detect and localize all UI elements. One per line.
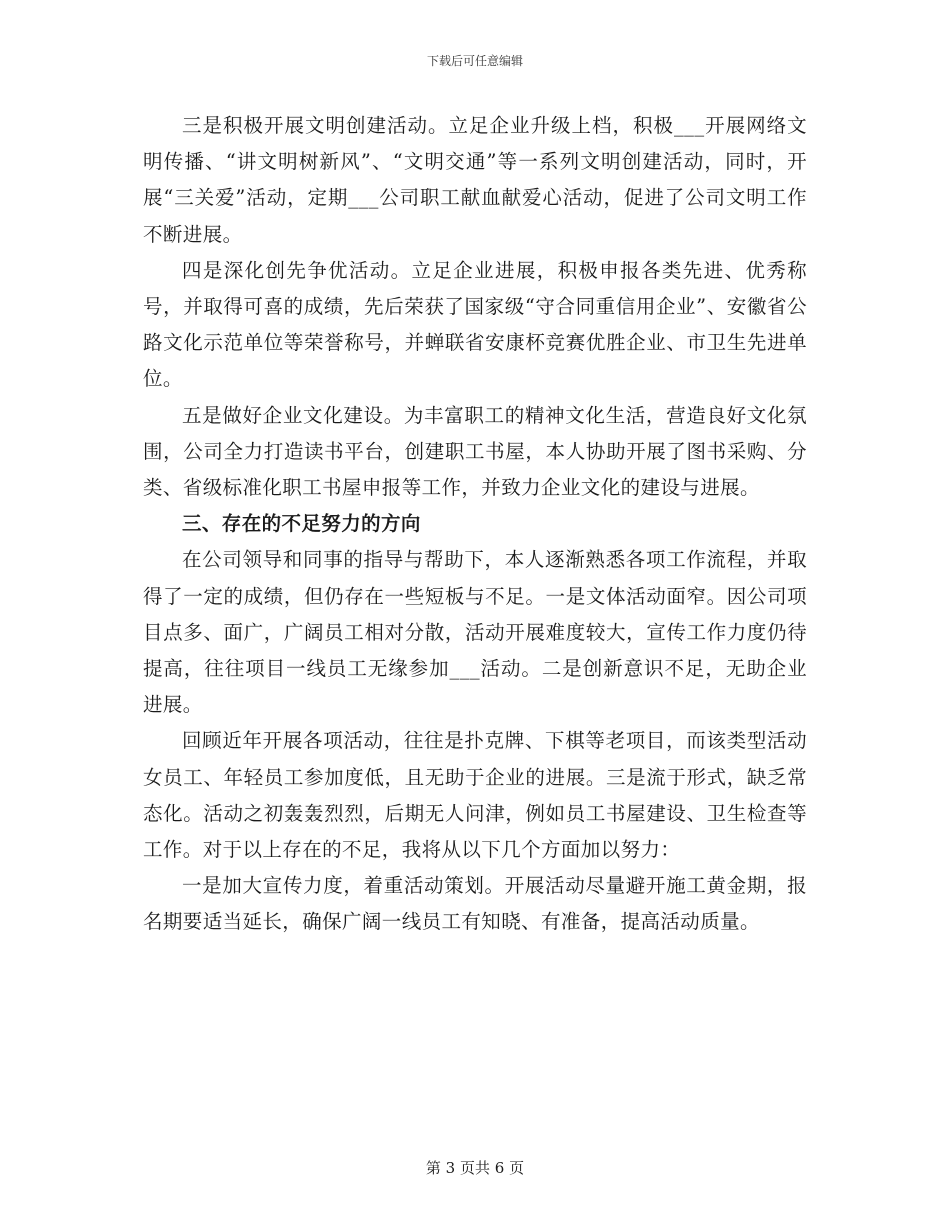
page-number: 第 3 页共 6 页 bbox=[425, 1159, 525, 1177]
page-header: 下载后可任意编辑 bbox=[426, 54, 523, 68]
paragraph-review: 回顾近年开展各项活动，往往是扑克牌、下棋等老项目，而该类型活动女员工、年轻员工参加度低，且无助于企业的进展。三是流于形式，缺乏常态化。活动之初轰轰烈烈，后期无人问津，例如员工书屋建设、卫生检查等工作。对于以上存在的不足，我将从以下几个方面加以努力： bbox=[143, 729, 807, 862]
document-body bbox=[143, 108, 807, 941]
section-heading: 三、存在的不足努力的方向 bbox=[182, 512, 421, 536]
paragraph-shortcomings: 在公司领导和同事的指导与帮助下，本人逐渐熟悉各项工作流程，并取得了一定的成绩，但仍存在一些短板与不足。一是文体活动面窄。因公司项目点多、面广，广阔员工相对分散，活动开展难度较大，宣传工作力度仍待提高，往往项目一线员工无缘参加___活动。二是创新意识不足，无助企业进展。 bbox=[143, 548, 807, 717]
paragraph-culture: 五是做好企业文化建设。为丰富职工的精神文化生活，营造良好文化氛围，公司全力打造读书平台，创建职工书屋，本人协助开展了图书采购、分类、省级标准化职工书屋申报等工作，并致力企业文化的建设与进展。 bbox=[143, 403, 807, 500]
paragraph-excellence: 四是深化创先争优活动。立足企业进展，积极申报各类先进、优秀称号，并取得可喜的成绩，先后荣获了国家级“守合同重信用企业”、安徽省公路文化示范单位等荣誉称号，并蝉联省安康杯竞赛优胜企业、市卫生先进单位。 bbox=[143, 258, 807, 391]
paragraph-civilization: 三是积极开展文明创建活动。立足企业升级上档，积极___开展网络文明传播、“讲文明树新风”、“文明交通”等一系列文明创建活动，同时，开展“三关爱”活动，定期___公司职工献血献爱心活动，促进了公司文明工作不断进展。 bbox=[143, 114, 807, 246]
paragraph-improvement: 一是加大宣传力度，着重活动策划。开展活动尽量避开施工黄金期，报名期要适当延长，确保广阔一线员工有知晓、有准备，提高活动质量。 bbox=[143, 874, 807, 934]
